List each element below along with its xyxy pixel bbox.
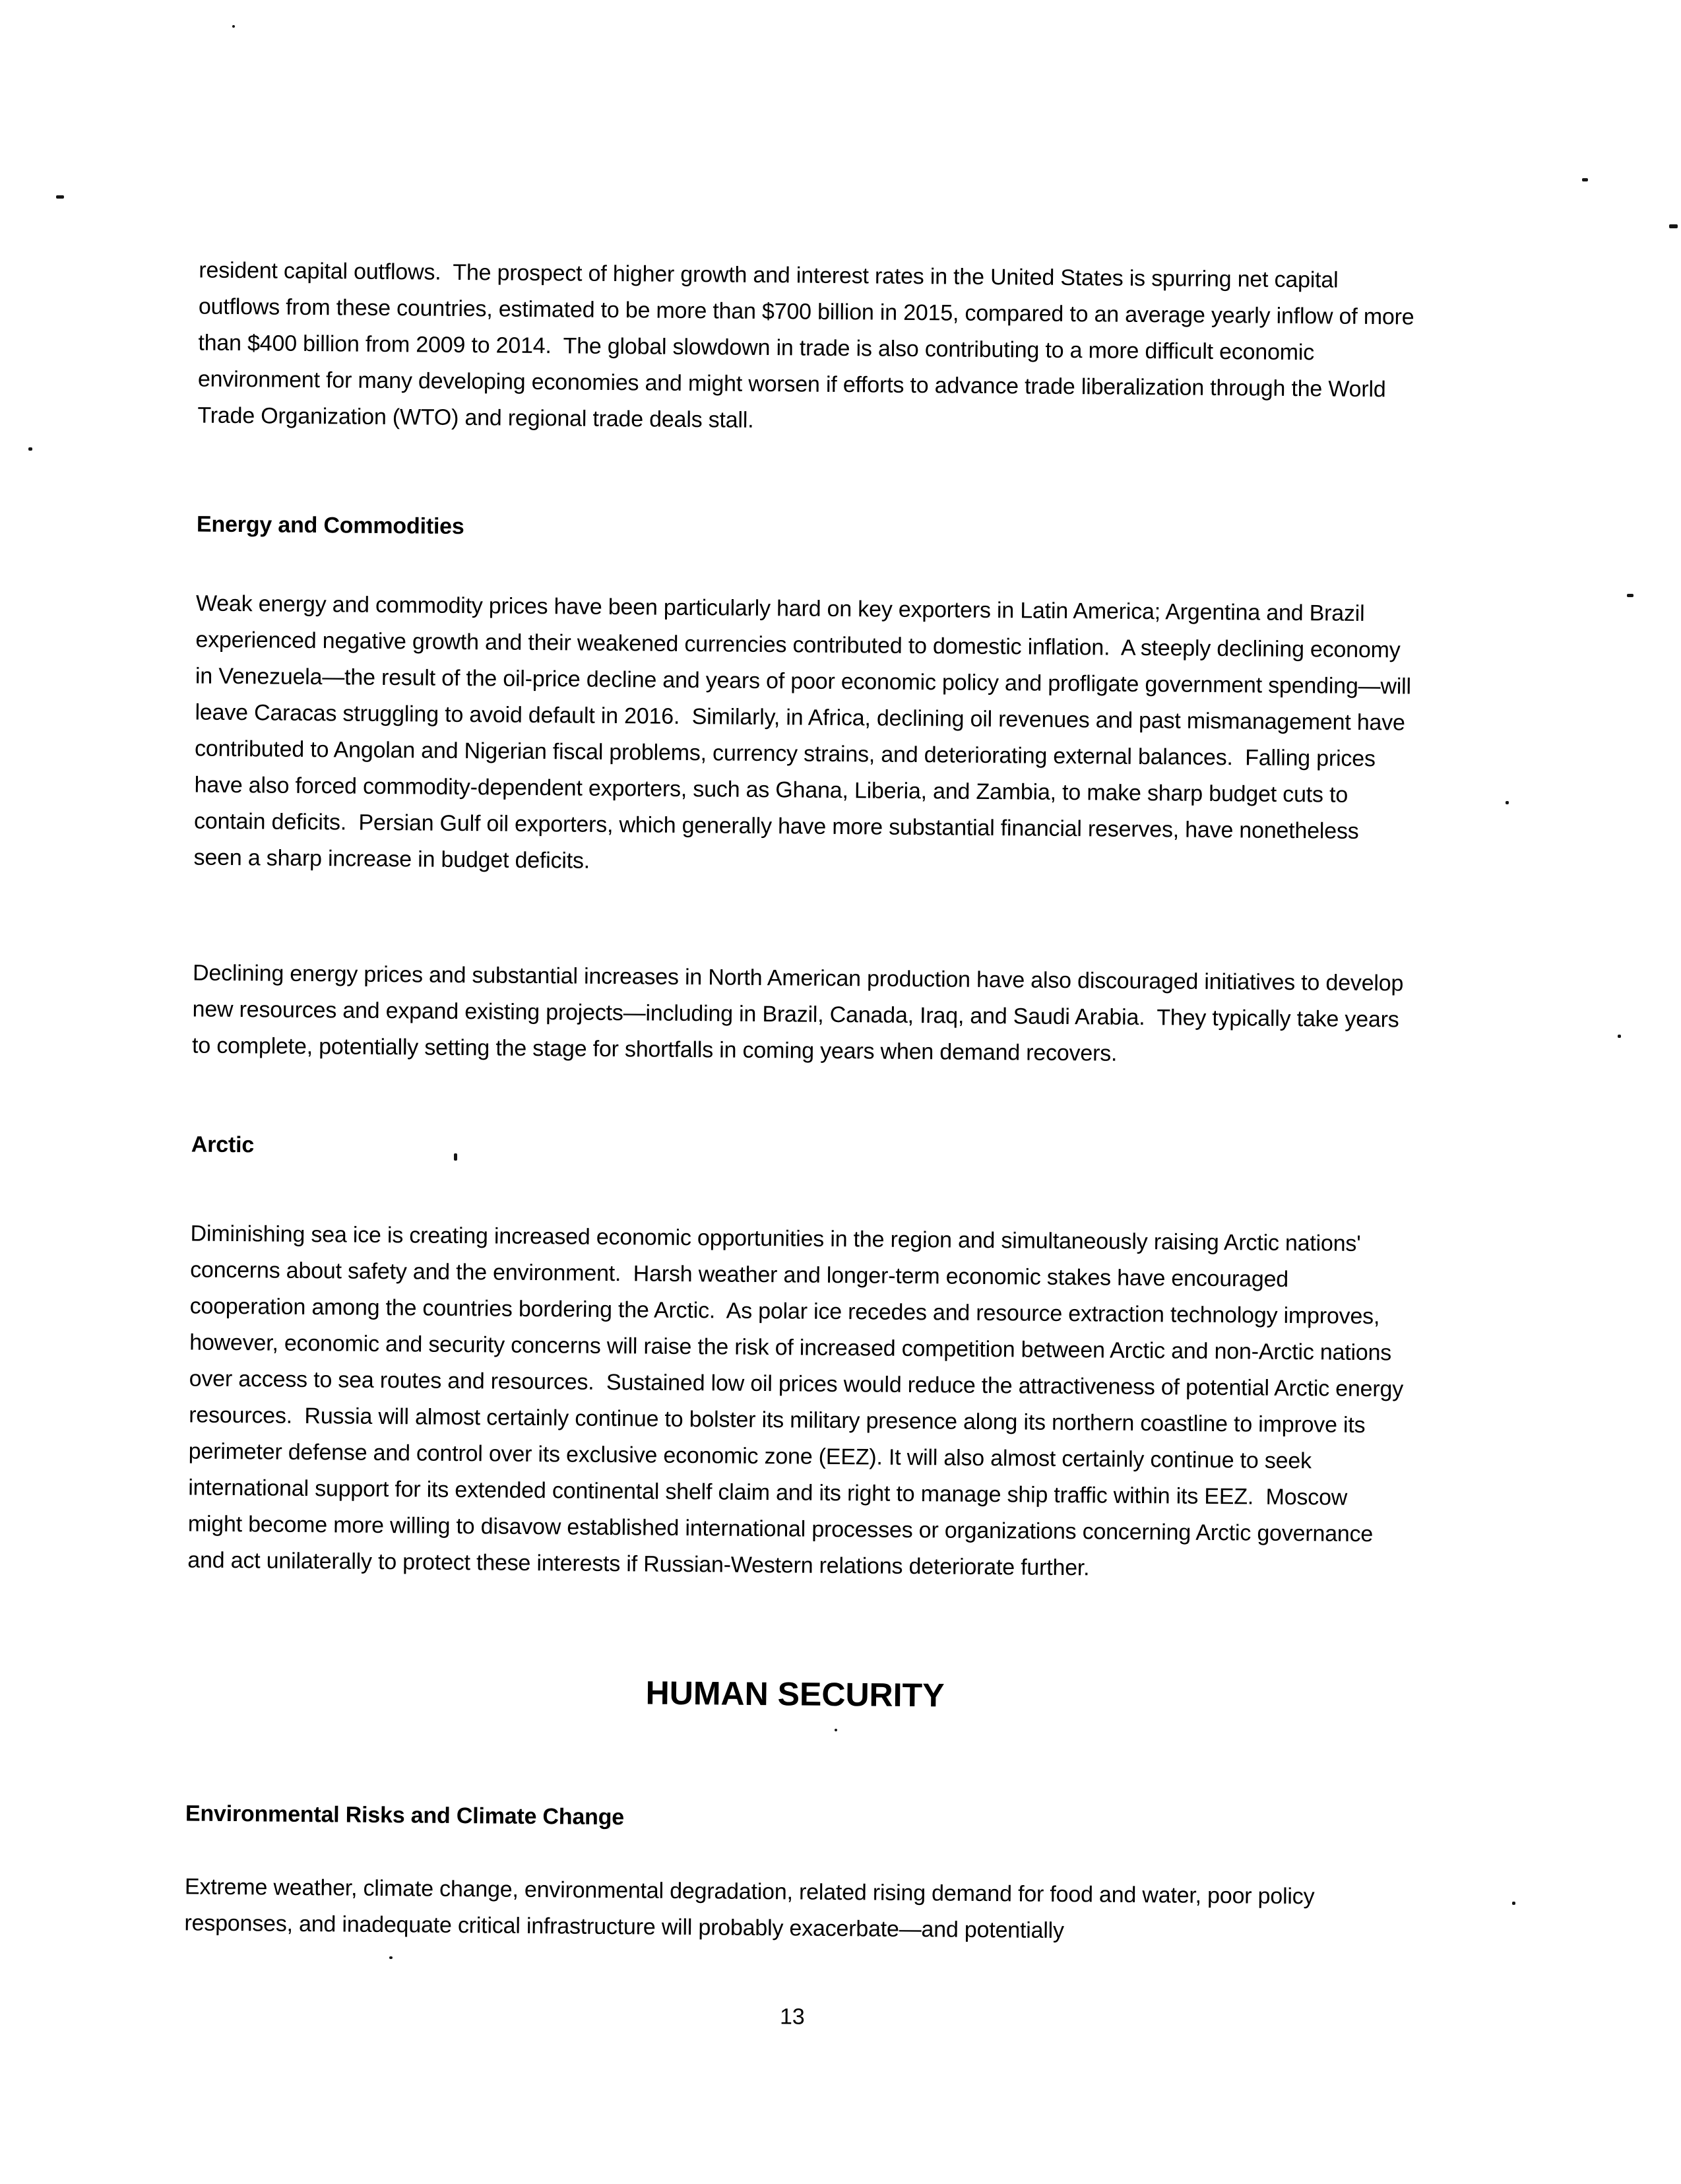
page-number: 13: [779, 2004, 805, 2030]
scan-speck: [56, 195, 64, 199]
energy-paragraph-2: Declining energy prices and substantial increases in North American production have also discouraged initiatives to develop new resources and expand existing projects—including in Brazil, Canada, Iraq, and Saudi Arabia. They typically take years to complete, potentially setting the stage for shortfalls in coming years when demand recovers.: [191, 960, 1410, 1066]
scan-speck: [1627, 594, 1633, 597]
scan-speck: [232, 25, 235, 28]
scan-speck: [835, 1729, 837, 1731]
arctic-paragraph: Diminishing sea ice is creating increased economic opportunities in the region and simultaneously raising Arctic nations' concerns about safety and the environment. Harsh weather and longer-term economic stakes have encouraged cooperation among the countries bordering the Arctic. As polar ice recedes and resource extraction technology improves, however, economic and security concerns will raise the risk of increased competition between Arctic and non-Arctic nations over access to sea routes and resources. Sustained low oil prices would reduce the attractiveness of potential Arctic energy resources. Russia will almost certainly continue to bolster its military presence along its northern coastline to improve its perimeter defense and control over its exclusive economic zone (EEZ). It will also almost certainly continue to seek international support for its extended continental shelf claim and its right to manage ship traffic within its EEZ. Moscow might become more willing to disavow established international processes or organizations concerning Arctic governance and act unilaterally to protect these interests if Russian-Western relations deteriorate further.: [187, 1221, 1410, 1581]
section-heading-energy-and-commodities: Energy and Commodities: [196, 511, 464, 540]
scan-speck: [1669, 224, 1678, 228]
chapter-title-human-security: HUMAN SECURITY: [645, 1674, 945, 1714]
environment-paragraph: Extreme weather, climate change, environmental degradation, related rising demand for food and water, poor policy responses, and inadequate critical infrastructure will probably exacerbate—and potentially: [184, 1874, 1321, 1944]
section-heading-arctic: Arctic: [191, 1132, 255, 1158]
scan-speck: [1618, 1035, 1621, 1038]
scan-speck: [1512, 1902, 1515, 1905]
scan-speck: [28, 447, 32, 451]
intro-paragraph: resident capital outflows. The prospect of higher growth and interest rates in the United States is spurring net capital outflows from these countries, estimated to be more than $700 billion in 2015, compared to an average yearly inflow of more than $400 billion from 2009 to 2014. The global slowdown in trade is also contributing to a more difficult economic environment for many developing economies and might worsen if efforts to advance trade liberalization through the World Trade Organization (WTO) and regional trade deals stall.: [197, 257, 1420, 433]
scan-speck: [454, 1153, 457, 1161]
section-heading-environmental-risks: Environmental Risks and Climate Change: [185, 1801, 625, 1830]
scan-speck: [1506, 801, 1509, 804]
energy-paragraph-1: Weak energy and commodity prices have been particularly hard on key exporters in Latin America; Argentina and Brazil experienced negative growth and their weakened currencies contributed to domestic inflation. A steeply declining economy in Venezuela—the result of the oil-price decline and years of poor economic policy and profligate government spending—will leave Caracas struggling to avoid default in 2016. Similarly, in Africa, declining oil revenues and past mismanagement have contributed to Angolan and Nigerian fiscal problems, currency strains, and deteriorating external balances. Falling prices have also forced commodity-dependent exporters, such as Ghana, Liberia, and Zambia, to make sharp budget cuts to contain deficits. Persian Gulf oil exporters, which generally have more substantial financial reserves, have nonetheless seen a sharp increase in budget deficits.: [193, 591, 1418, 874]
scan-speck: [389, 1956, 393, 1959]
scan-speck: [1582, 178, 1588, 181]
